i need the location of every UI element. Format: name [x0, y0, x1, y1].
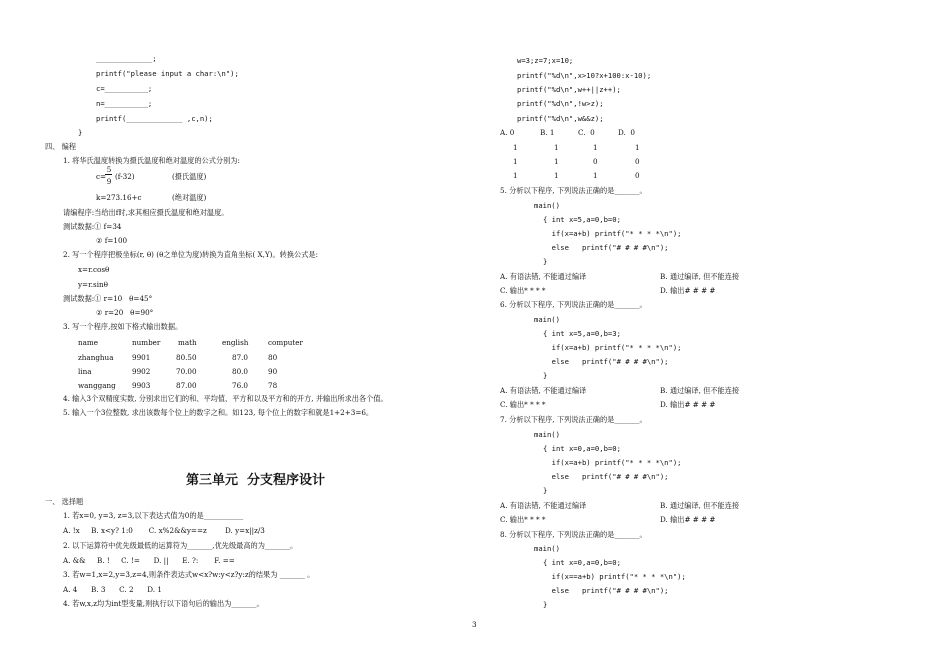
table-cell: 80 — [268, 353, 278, 362]
fraction-denominator: 9 — [106, 177, 112, 186]
code-line: } — [543, 486, 548, 495]
question-text: 请编程序:当给出f时,求其相应摄氏温度和绝对温度。 — [63, 208, 229, 217]
formula: y=r.sinθ — [78, 280, 108, 289]
code-line: if(x=a+b) printf("* * * *\n"); — [543, 343, 682, 352]
table-header-cell: name — [78, 338, 98, 347]
answer-option: A. 有语法错, 不能通过编译 — [500, 272, 587, 281]
formula-note: (摄氏温度) — [172, 172, 207, 181]
answer-option: C. 输出* * * * — [500, 400, 546, 409]
code-line: else printf("# # # #\n"); — [543, 586, 669, 595]
answer-option: C. 输出* * * * — [500, 286, 546, 295]
code-line: printf("%d\n",x>10?x+100:x-10); — [517, 71, 652, 80]
table-cell: 9902 — [132, 367, 151, 376]
table-header-cell: computer — [268, 338, 303, 347]
table-cell: wanggang — [78, 381, 116, 390]
code-line: printf(_____________ ,c,n); — [96, 114, 213, 123]
table-header-cell: english — [222, 338, 249, 347]
code-line: printf("please input a char:\n"); — [96, 69, 239, 78]
code-line: } — [543, 257, 548, 266]
formula-note: (绝对温度) — [172, 193, 207, 202]
option-value: 1 — [513, 157, 518, 166]
code-line: main() — [534, 430, 560, 439]
table-cell: 87.00 — [176, 381, 197, 390]
code-line: n=__________; — [96, 99, 153, 108]
answer-option: D. 输出# # # # — [660, 400, 716, 409]
code-line: main() — [534, 201, 560, 210]
code-line: } — [78, 128, 83, 137]
table-cell: 9903 — [132, 381, 151, 390]
question-text: 1. 将华氏温度转换为摄氏温度和绝对温度的公式分别为: — [63, 156, 240, 165]
formula-suffix: (f-32) — [115, 172, 135, 181]
code-line: if(x==a+b) printf("* * * *\n"); — [543, 572, 686, 581]
code-line: } — [543, 600, 548, 609]
option-value: 1 — [554, 171, 559, 180]
code-line: } — [543, 371, 548, 380]
test-data: ② f=100 — [96, 236, 128, 245]
question-text: 7. 分析以下程序, 下列说法正确的是_______。 — [500, 415, 647, 424]
option-value: 1 — [554, 157, 559, 166]
code-line: if(x=a+b) printf("* * * *\n"); — [543, 458, 682, 467]
option-value: 1 — [635, 143, 640, 152]
table-cell: zhanghua — [78, 353, 114, 362]
table-cell: 87.0 — [232, 353, 249, 362]
question-text: 6. 分析以下程序, 下列说法正确的是_______。 — [500, 300, 647, 309]
option-value: 0 — [635, 171, 640, 180]
option-value: 0 — [593, 157, 598, 166]
option-value: 1 — [554, 143, 559, 152]
formula-prefix: c= — [96, 172, 107, 181]
option-header: C. 0 — [578, 128, 595, 137]
option-value: 0 — [635, 157, 640, 166]
test-data: 测试数据:① r=10 θ=45° — [63, 294, 153, 303]
fraction-numerator: 5 — [106, 165, 112, 174]
table-cell: lina — [78, 367, 92, 376]
question-text: 8. 分析以下程序, 下列说法正确的是_______。 — [500, 530, 647, 539]
code-line: { int x=5,a=0,b=0; — [543, 215, 621, 224]
answer-option: D. 输出# # # # — [660, 515, 716, 524]
question-text: 2. 以下运算符中优先级最低的运算符为_______,优先级最高的为_______。 — [63, 541, 298, 550]
code-line: main() — [534, 315, 560, 324]
page-number: 3 — [472, 620, 477, 629]
question-text: 3. 若w=1,x=2,y=3,z=4,则条件表达式w<x?w:y<z?y:z的结果为 _______ 。 — [63, 570, 315, 579]
answer-options: A. !x B. x<y? 1:0 C. x%2&&y==z D. y=x||z/3 — [63, 526, 265, 535]
question-text: 2. 写一个程序把极坐标(r, θ) (θ之单位为度)转换为直角坐标( X,Y)。转换公式是: — [63, 250, 319, 259]
answer-option: B. 通过编译, 但不能连接 — [660, 501, 740, 510]
option-value: 1 — [513, 143, 518, 152]
unit-title: 第三单元 分支程序设计 — [186, 473, 326, 488]
option-header: D. 0 — [618, 128, 635, 137]
option-header: A. 0 — [500, 128, 515, 137]
answer-option: B. 通过编译, 但不能连接 — [660, 272, 740, 281]
table-cell: 80.50 — [176, 353, 197, 362]
code-line: { int x=5,a=0,b=3; — [543, 329, 621, 338]
code-line: { int x=0,a=0,b=0; — [543, 444, 621, 453]
test-data: 测试数据:① f=34 — [63, 222, 122, 231]
code-line: printf("%d\n",w&&z); — [517, 114, 604, 123]
code-line: else printf("# # # #\n"); — [543, 243, 669, 252]
option-value: 1 — [593, 171, 598, 180]
question-text: 4. 输入3个双精度实数, 分别求出它们的和、平均值、平方和以及平方和的开方, 并输出所求出各个值。 — [63, 394, 388, 403]
option-value: 1 — [593, 143, 598, 152]
table-cell: 78 — [268, 381, 278, 390]
code-line: c=__________; — [96, 84, 153, 93]
table-cell: 80.0 — [232, 367, 249, 376]
code-line: else printf("# # # #\n"); — [543, 472, 669, 481]
code-line: { int x=0,a=0,b=0; — [543, 558, 621, 567]
formula: k=273.16+c — [96, 193, 142, 202]
answer-options: A. 4 B. 3 C. 2 D. 1 — [63, 585, 162, 594]
fraction-bar — [105, 174, 112, 175]
question-text: 5. 输入一个3位整数, 求出该数每个位上的数字之和。如123, 每个位上的数字和就是1+2+3=6。 — [63, 408, 374, 417]
formula: x=r.cosθ — [78, 265, 110, 274]
table-header-cell: number — [132, 338, 161, 347]
code-line: else printf("# # # #\n"); — [543, 357, 669, 366]
answer-option: A. 有语法错, 不能通过编译 — [500, 386, 587, 395]
question-text: 3. 写一个程序,按如下格式输出数据。 — [63, 322, 183, 331]
code-line: _____________; — [96, 54, 157, 63]
code-line: printf("%d\n",!w>z); — [517, 99, 604, 108]
table-cell: 70.00 — [176, 367, 197, 376]
test-data: ② r=20 θ=90° — [96, 308, 154, 317]
answer-option: B. 通过编译, 但不能连接 — [660, 386, 740, 395]
table-cell: 90 — [268, 367, 278, 376]
answer-option: D. 输出# # # # — [660, 286, 716, 295]
answer-options: A. && B. ! C. != D. || E. ?: F. == — [63, 556, 235, 565]
answer-option: A. 有语法错, 不能通过编译 — [500, 501, 587, 510]
question-text: 4. 若w,x,z均为int型变量,则执行以下语句后的输出为_______。 — [63, 599, 264, 608]
question-text: 1. 若x=0, y=3, z=3,以下表达式值为0的是___________ — [63, 511, 244, 520]
option-value: 1 — [513, 171, 518, 180]
code-line: if(x=a+b) printf("* * * *\n"); — [543, 229, 682, 238]
section-heading: 一、 选择题 — [45, 497, 84, 506]
code-line: w=3;z=7;x=10; — [517, 56, 574, 65]
table-cell: 76.0 — [232, 381, 249, 390]
section-heading: 四、 编程 — [45, 142, 77, 151]
code-line: printf("%d\n",w++||z++); — [517, 85, 621, 94]
table-cell: 9901 — [132, 353, 151, 362]
option-header: B. 1 — [540, 128, 555, 137]
table-header-cell: math — [178, 338, 197, 347]
answer-option: C. 输出* * * * — [500, 515, 546, 524]
code-line: main() — [534, 544, 560, 553]
question-text: 5. 分析以下程序, 下列说法正确的是_______。 — [500, 186, 647, 195]
